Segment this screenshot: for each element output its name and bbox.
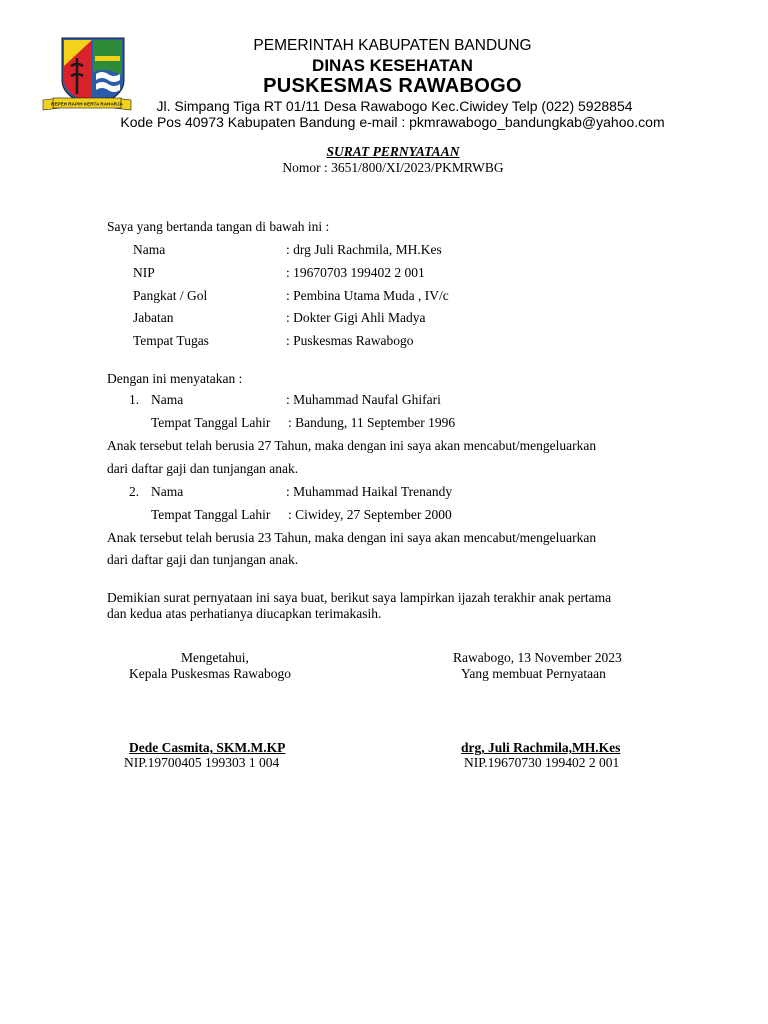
- left-sign-title: Kepala Puskesmas Rawabogo: [129, 666, 291, 681]
- child-2-statement: Anak tersebut telah berusia 23 Tahun, maka dengan ini saya akan mencabut/mengeluarkan: [107, 530, 597, 545]
- child-1-number: 1.: [129, 392, 140, 407]
- letterhead-puskesmas: PUSKESMAS RAWABOGO: [263, 75, 522, 97]
- signer-label-nip: NIP: [133, 265, 155, 280]
- child-2-statement-cont: dari daftar gaji dan tunjangan anak.: [107, 552, 299, 567]
- child-1-name-label: Nama: [151, 392, 184, 407]
- left-signer-nip: NIP.19700405 199303 1 004: [124, 755, 280, 770]
- closing-text-cont: dan kedua atas perhatianya diucapkan terimakasih.: [107, 606, 382, 621]
- child-2-name-label: Nama: [151, 484, 184, 499]
- signer-label-workplace: Tempat Tugas: [133, 333, 209, 348]
- logo-motto-text: REPEH RAPIH KERTA RAHARJA: [51, 101, 123, 107]
- document-title: SURAT PERNYATAAN: [326, 144, 460, 159]
- letterhead-government: PEMERINTAH KABUPATEN BANDUNG: [253, 37, 532, 54]
- letterhead-agency: DINAS KESEHATAN: [312, 56, 473, 75]
- child-2-name-value: : Muhammad Haikal Trenandy: [286, 484, 453, 499]
- declare-text: Dengan ini menyatakan :: [107, 371, 243, 386]
- child-1-statement-cont: dari daftar gaji dan tunjangan anak.: [107, 461, 299, 476]
- signer-label-rank: Pangkat / Gol: [133, 288, 208, 303]
- right-signer-name: drg, Juli Rachmila,MH.Kes: [461, 740, 621, 755]
- right-sign-title: Yang membuat Pernyataan: [461, 666, 606, 681]
- closing-text: Demikian surat pernyataan ini saya buat, berikut saya lampirkan ijazah terakhir anak pertama: [107, 590, 612, 605]
- letterhead-address: Jl. Simpang Tiga RT 01/11 Desa Rawabogo Kec.Ciwidey Telp (022) 5928854: [156, 98, 633, 114]
- signer-value-name: : drg Juli Rachmila, MH.Kes: [286, 242, 442, 257]
- signer-value-nip: : 19670703 199402 2 001: [286, 265, 425, 280]
- signer-value-position: : Dokter Gigi Ahli Madya: [286, 310, 426, 325]
- child-1-statement: Anak tersebut telah berusia 27 Tahun, maka dengan ini saya akan mencabut/mengeluarkan: [107, 438, 597, 453]
- document-number: Nomor : 3651/800/XI/2023/PKMRWBG: [282, 160, 504, 175]
- signer-value-workplace: : Puskesmas Rawabogo: [286, 333, 414, 348]
- child-2-birth-label: Tempat Tanggal Lahir: [151, 507, 271, 522]
- right-signer-nip: NIP.19670730 199402 2 001: [464, 755, 620, 770]
- signer-label-name: Nama: [133, 242, 166, 257]
- child-2-birth-value: : Ciwidey, 27 September 2000: [288, 507, 452, 522]
- signer-value-rank: : Pembina Utama Muda , IV/c: [286, 288, 449, 303]
- left-sign-caption: Mengetahui,: [181, 650, 249, 665]
- signer-label-position: Jabatan: [133, 310, 174, 325]
- intro-text: Saya yang bertanda tangan di bawah ini :: [107, 219, 330, 234]
- child-1-name-value: : Muhammad Naufal Ghifari: [286, 392, 441, 407]
- left-signer-name: Dede Casmita, SKM.M.KP: [129, 740, 286, 755]
- letterhead-postal-email: Kode Pos 40973 Kabupaten Bandung e-mail : pkmrawabogo_bandungkab@yahoo.com: [120, 114, 665, 130]
- child-1-birth-label: Tempat Tanggal Lahir: [151, 415, 271, 430]
- place-date: Rawabogo, 13 November 2023: [453, 650, 622, 665]
- child-1-birth-value: : Bandung, 11 September 1996: [288, 415, 456, 430]
- child-2-number: 2.: [129, 484, 140, 499]
